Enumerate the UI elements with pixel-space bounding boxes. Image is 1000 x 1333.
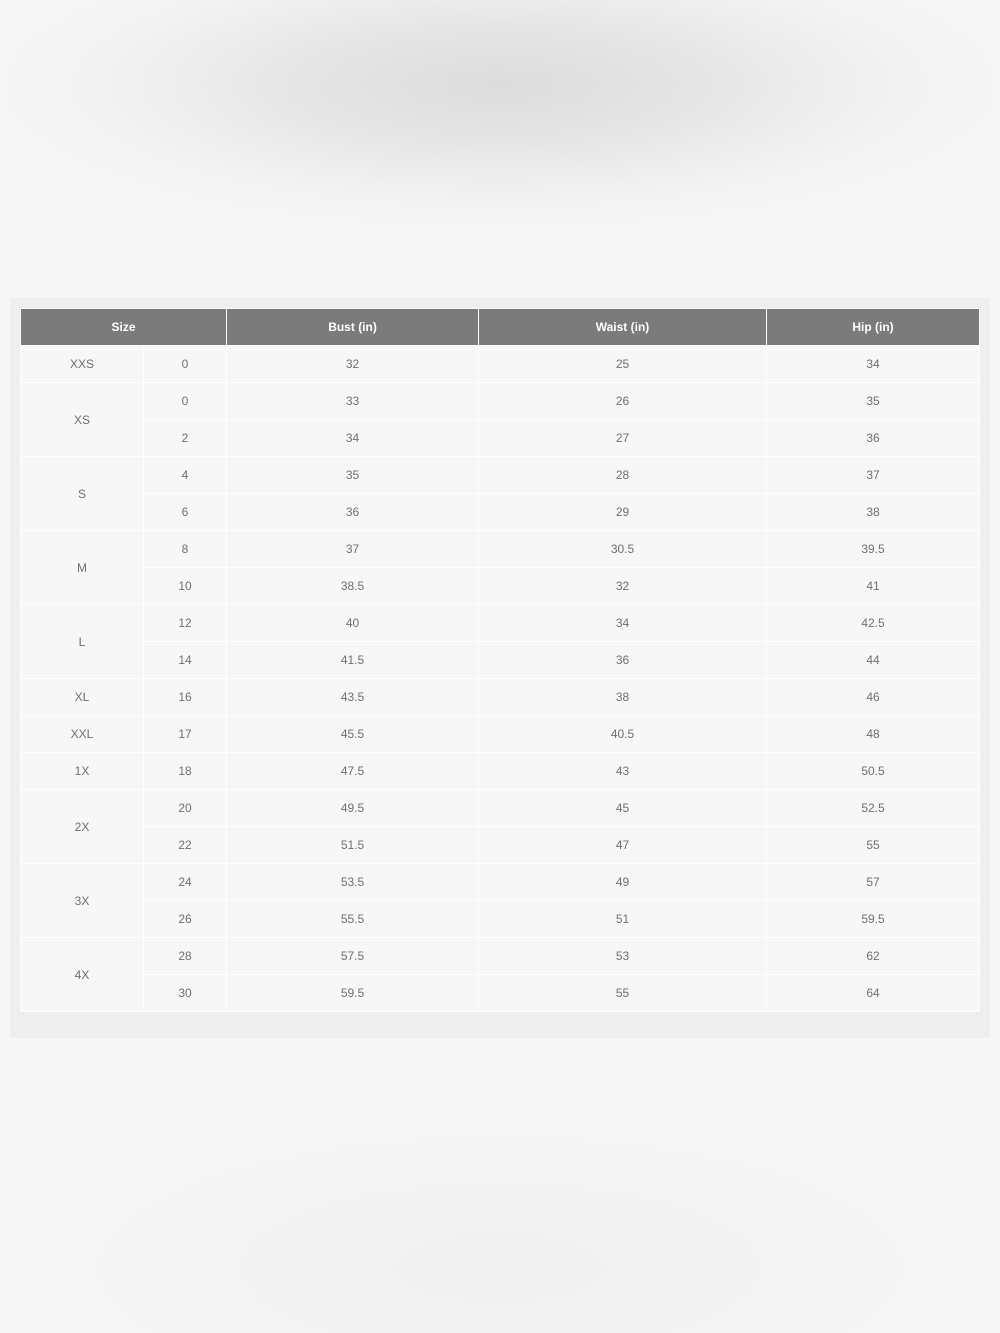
waist-cell: 26 bbox=[479, 383, 767, 420]
numeric-size-cell: 0 bbox=[144, 346, 227, 383]
size-table-body bbox=[21, 346, 980, 1012]
waist-cell: 43 bbox=[479, 753, 767, 790]
numeric-size-cell: 4 bbox=[144, 457, 227, 494]
numeric-size-cell: 12 bbox=[144, 605, 227, 642]
bust-cell: 40 bbox=[227, 605, 479, 642]
table-row bbox=[21, 716, 980, 753]
table-row bbox=[21, 827, 980, 864]
table-row bbox=[21, 642, 980, 679]
hip-cell: 46 bbox=[767, 679, 980, 716]
numeric-size-cell: 20 bbox=[144, 790, 227, 827]
bust-cell: 41.5 bbox=[227, 642, 479, 679]
bust-cell: 32 bbox=[227, 346, 479, 383]
table-row bbox=[21, 901, 980, 938]
size-chart-frame bbox=[10, 298, 990, 1038]
header-hip: Hip (in) bbox=[767, 309, 980, 346]
bust-cell: 36 bbox=[227, 494, 479, 531]
table-row bbox=[21, 790, 980, 827]
table-row bbox=[21, 531, 980, 568]
numeric-size-cell: 2 bbox=[144, 420, 227, 457]
table-row bbox=[21, 457, 980, 494]
bust-cell: 47.5 bbox=[227, 753, 479, 790]
bust-cell: 37 bbox=[227, 531, 479, 568]
numeric-size-cell: 22 bbox=[144, 827, 227, 864]
hip-cell: 59.5 bbox=[767, 901, 980, 938]
background-top bbox=[0, 0, 1000, 298]
bust-cell: 53.5 bbox=[227, 864, 479, 901]
waist-cell: 27 bbox=[479, 420, 767, 457]
waist-cell: 25 bbox=[479, 346, 767, 383]
size-chart-table bbox=[20, 308, 980, 1012]
table-row bbox=[21, 864, 980, 901]
bust-cell: 35 bbox=[227, 457, 479, 494]
hip-cell: 44 bbox=[767, 642, 980, 679]
numeric-size-cell: 26 bbox=[144, 901, 227, 938]
size-label-cell: L bbox=[21, 605, 144, 679]
size-label-cell: XXS bbox=[21, 346, 144, 383]
header-row bbox=[21, 309, 980, 346]
waist-cell: 51 bbox=[479, 901, 767, 938]
background-bottom bbox=[0, 1038, 1000, 1333]
hip-cell: 39.5 bbox=[767, 531, 980, 568]
numeric-size-cell: 16 bbox=[144, 679, 227, 716]
size-label-cell: 4X bbox=[21, 938, 144, 1012]
numeric-size-cell: 10 bbox=[144, 568, 227, 605]
waist-cell: 28 bbox=[479, 457, 767, 494]
numeric-size-cell: 14 bbox=[144, 642, 227, 679]
hip-cell: 36 bbox=[767, 420, 980, 457]
size-label-cell: XXL bbox=[21, 716, 144, 753]
waist-cell: 53 bbox=[479, 938, 767, 975]
header-waist: Waist (in) bbox=[479, 309, 767, 346]
hip-cell: 41 bbox=[767, 568, 980, 605]
waist-cell: 30.5 bbox=[479, 531, 767, 568]
waist-cell: 40.5 bbox=[479, 716, 767, 753]
size-label-cell: 2X bbox=[21, 790, 144, 864]
waist-cell: 49 bbox=[479, 864, 767, 901]
table-row bbox=[21, 383, 980, 420]
bust-cell: 51.5 bbox=[227, 827, 479, 864]
numeric-size-cell: 0 bbox=[144, 383, 227, 420]
hip-cell: 52.5 bbox=[767, 790, 980, 827]
table-row bbox=[21, 975, 980, 1012]
hip-cell: 38 bbox=[767, 494, 980, 531]
waist-cell: 29 bbox=[479, 494, 767, 531]
hip-cell: 48 bbox=[767, 716, 980, 753]
hip-cell: 42.5 bbox=[767, 605, 980, 642]
table-row bbox=[21, 753, 980, 790]
bust-cell: 57.5 bbox=[227, 938, 479, 975]
waist-cell: 34 bbox=[479, 605, 767, 642]
waist-cell: 38 bbox=[479, 679, 767, 716]
hip-cell: 34 bbox=[767, 346, 980, 383]
numeric-size-cell: 30 bbox=[144, 975, 227, 1012]
size-label-cell: XS bbox=[21, 383, 144, 457]
bust-cell: 59.5 bbox=[227, 975, 479, 1012]
waist-cell: 32 bbox=[479, 568, 767, 605]
table-row bbox=[21, 938, 980, 975]
numeric-size-cell: 6 bbox=[144, 494, 227, 531]
bust-cell: 55.5 bbox=[227, 901, 479, 938]
hip-cell: 35 bbox=[767, 383, 980, 420]
size-label-cell: 3X bbox=[21, 864, 144, 938]
numeric-size-cell: 17 bbox=[144, 716, 227, 753]
waist-cell: 36 bbox=[479, 642, 767, 679]
table-row bbox=[21, 568, 980, 605]
numeric-size-cell: 28 bbox=[144, 938, 227, 975]
size-label-cell: S bbox=[21, 457, 144, 531]
numeric-size-cell: 24 bbox=[144, 864, 227, 901]
header-bust: Bust (in) bbox=[227, 309, 479, 346]
bust-cell: 49.5 bbox=[227, 790, 479, 827]
waist-cell: 45 bbox=[479, 790, 767, 827]
hip-cell: 55 bbox=[767, 827, 980, 864]
numeric-size-cell: 8 bbox=[144, 531, 227, 568]
header-size: Size bbox=[21, 309, 227, 346]
bust-cell: 38.5 bbox=[227, 568, 479, 605]
table-row bbox=[21, 679, 980, 716]
size-label-cell: M bbox=[21, 531, 144, 605]
size-label-cell: 1X bbox=[21, 753, 144, 790]
table-row bbox=[21, 494, 980, 531]
numeric-size-cell: 18 bbox=[144, 753, 227, 790]
hip-cell: 50.5 bbox=[767, 753, 980, 790]
table-row bbox=[21, 420, 980, 457]
bust-cell: 34 bbox=[227, 420, 479, 457]
hip-cell: 64 bbox=[767, 975, 980, 1012]
hip-cell: 37 bbox=[767, 457, 980, 494]
hip-cell: 62 bbox=[767, 938, 980, 975]
size-label-cell: XL bbox=[21, 679, 144, 716]
bust-cell: 43.5 bbox=[227, 679, 479, 716]
bust-cell: 45.5 bbox=[227, 716, 479, 753]
hip-cell: 57 bbox=[767, 864, 980, 901]
waist-cell: 47 bbox=[479, 827, 767, 864]
table-row bbox=[21, 346, 980, 383]
waist-cell: 55 bbox=[479, 975, 767, 1012]
table-row bbox=[21, 605, 980, 642]
bust-cell: 33 bbox=[227, 383, 479, 420]
